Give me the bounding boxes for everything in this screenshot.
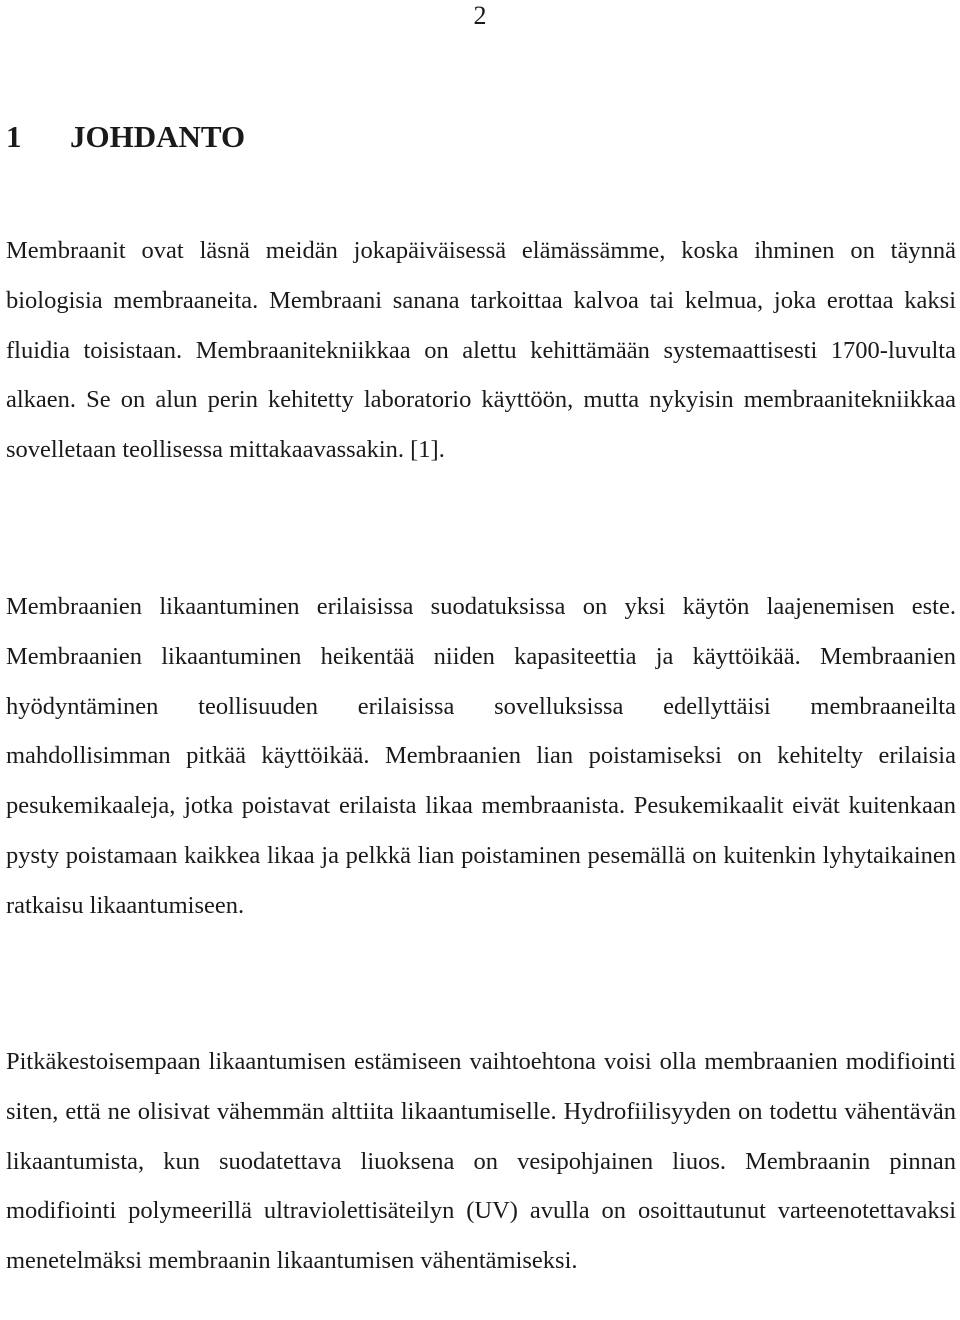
- paragraph-fouling: Membraanien likaantuminen erilaisissa suodatuksissa on yksi käytön laajenemisen este. Membraanien likaantuminen heikentää niiden kapasiteettia ja käyttöikää. Membraanien hyödyntäminen teollisuuden erilaisissa sovelluksissa edellyttäisi membraaneilta mahdollisimman pitkää käyttöikää. Membraanien lian poistamiseksi on kehitelty erilaisia pesukemikaaleja, jotka poistavat erilaista likaa membraanista. Pesukemikaalit eivät kuitenkaan pysty poistamaan kaikkea likaa ja pelkkä lian poistaminen pesemällä on kuitenkin lyhytaikainen ratkaisu likaantumiseen.: [6, 593, 956, 919]
- paragraph-intro: Membraanit ovat läsnä meidän jokapäiväisessä elämässämme, koska ihminen on täynnä biologisia membraaneita. Membraani sanana tarkoittaa kalvoa tai kelmua, joka erottaa kaksi fluidia toisistaan. Membraanitekniikkaa on alettu kehittämään systemaattisesti 1700-luvulta alkaen. Se on alun perin kehitetty laboratorio käyttöön, mutta nykyisin membraanitekniikkaa sovelletaan teollisessa mittakaavassakin. [1].: [6, 237, 956, 464]
- section-number: 1: [6, 119, 22, 154]
- section-title: JOHDANTO: [70, 119, 246, 154]
- page-number: 2: [473, 1, 487, 30]
- section-heading: [6, 118, 245, 156]
- paragraph-modification: Pitkäkestoisempaan likaantumisen estämiseen vaihtoehtona voisi olla membraanien modifiointi siten, että ne olisivat vähemmän alttiita likaantumiselle. Hydrofiilisyyden on todettu vähentävän likaantumista, kun suodatettava liuoksena on vesipohjainen liuos. Membraanin pinnan modifiointi polymeerillä ultraviolettisäteilyn (UV) avulla on osoittautunut varteenotettavaksi menetelmäksi membraanin likaantumisen vähentämiseksi.: [6, 1048, 956, 1275]
